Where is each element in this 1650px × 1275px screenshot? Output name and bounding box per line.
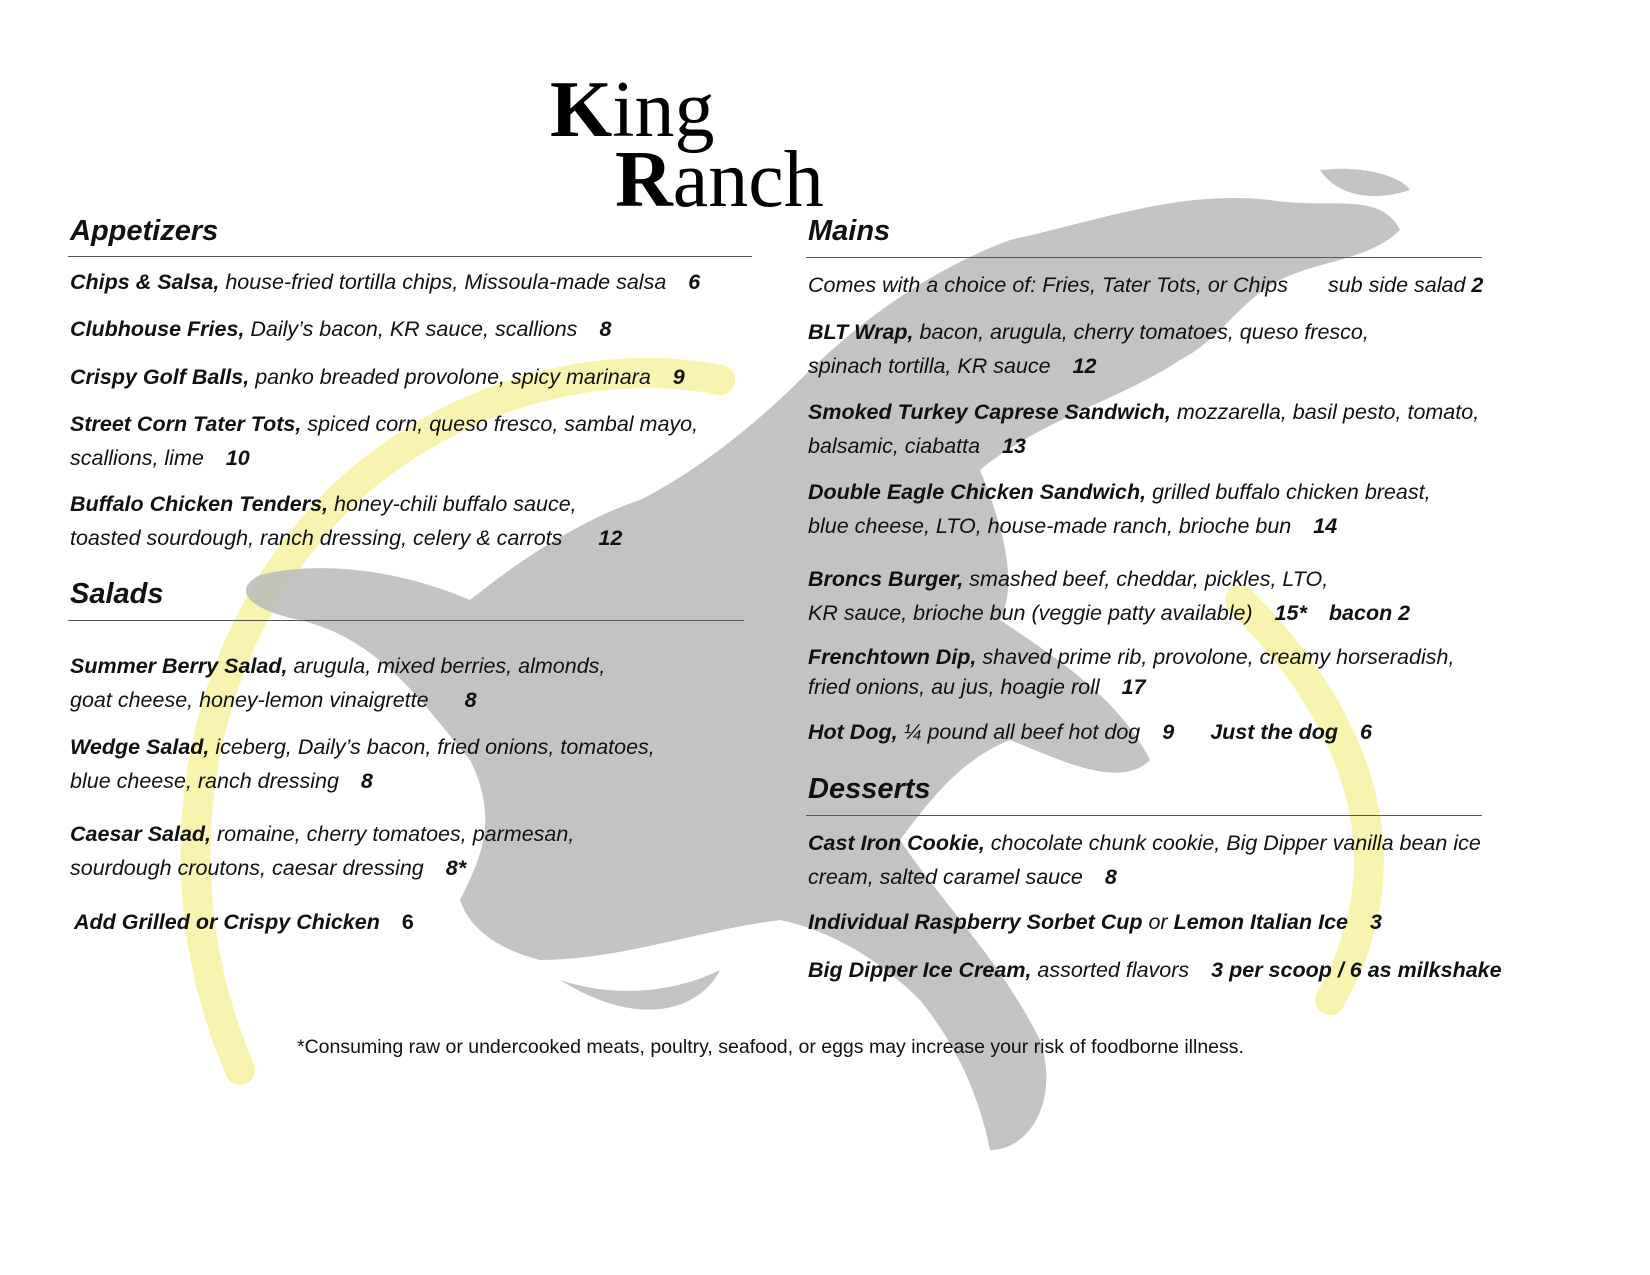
- desserts-divider: [806, 815, 1482, 816]
- food-safety-footnote: *Consuming raw or undercooked meats, poultry, seafood, or eggs may increase your risk of foodborne illness.: [297, 1036, 1244, 1058]
- appetizers-heading: Appetizers: [70, 215, 219, 247]
- salad-addon: Add Grilled or Crispy Chicken 6: [74, 910, 414, 934]
- menu-item: Broncs Burger, smashed beef, cheddar, pickles, LTO, KR sauce, brioche bun (veggie patty available) 15* bacon 2: [808, 567, 1411, 625]
- menu-item: Cast Iron Cookie, chocolate chunk cookie, Big Dipper vanilla bean ice cream, salted caramel sauce 8: [808, 831, 1481, 889]
- salads-heading: Salads: [70, 578, 164, 610]
- menu-item: Individual Raspberry Sorbet Cup or Lemon Italian Ice 3: [808, 910, 1382, 934]
- menu-item: Summer Berry Salad, arugula, mixed berries, almonds, goat cheese, honey-lemon vinaigrette 8: [70, 654, 606, 712]
- mains-divider: [806, 257, 1482, 258]
- appetizers-divider: [68, 256, 752, 257]
- menu-item: Buffalo Chicken Tenders, honey-chili buffalo sauce, toasted sourdough, ranch dressing, celery & carrots 12: [70, 492, 623, 550]
- menu-item: Smoked Turkey Caprese Sandwich, mozzarella, basil pesto, tomato, balsamic, ciabatta 13: [808, 400, 1480, 458]
- menu-item: Caesar Salad, romaine, cherry tomatoes, parmesan, sourdough croutons, caesar dressing 8*: [70, 822, 575, 880]
- menu-item: Crispy Golf Balls, panko breaded provolone, spicy marinara 9: [70, 365, 685, 389]
- restaurant-title-line2: [615, 136, 824, 224]
- title-rest-ing: ing: [612, 66, 715, 154]
- menu-item: Street Corn Tater Tots, spiced corn, queso fresco, sambal mayo, scallions, lime 10: [70, 412, 699, 470]
- menu-item: Hot Dog, ¼ pound all beef hot dog 9 Just the dog 6: [808, 720, 1372, 744]
- menu-item: BLT Wrap, bacon, arugula, cherry tomatoes, queso fresco, spinach tortilla, KR sauce 12: [808, 320, 1369, 378]
- title-rest-anch: anch: [672, 136, 824, 224]
- salads-divider: [68, 620, 744, 621]
- mains-heading: Mains: [808, 215, 891, 247]
- mains-intro: Comes with a choice of: Fries, Tater Tots, or Chips sub side salad 2: [808, 273, 1484, 297]
- desserts-heading: Desserts: [808, 773, 931, 805]
- menu-item: Wedge Salad, iceberg, Daily’s bacon, fried onions, tomatoes, blue cheese, ranch dressing 8: [70, 735, 655, 793]
- menu-item: Double Eagle Chicken Sandwich, grilled buffalo chicken breast, blue cheese, LTO, house-made ranch, brioche bun 14: [808, 480, 1431, 538]
- menu-item: Clubhouse Fries, Daily’s bacon, KR sauce, scallions 8: [70, 317, 612, 341]
- menu-item: Big Dipper Ice Cream, assorted flavors 3 per scoop / 6 as milkshake: [808, 958, 1502, 982]
- title-initial-k: K: [550, 66, 613, 154]
- title-initial-r: R: [615, 136, 673, 224]
- menu-item: Frenchtown Dip, shaved prime rib, provolone, creamy horseradish, fried onions, au jus, hoagie roll 17: [808, 645, 1455, 699]
- menu-item: Chips & Salsa, house-fried tortilla chips, Missoula-made salsa 6: [70, 270, 701, 294]
